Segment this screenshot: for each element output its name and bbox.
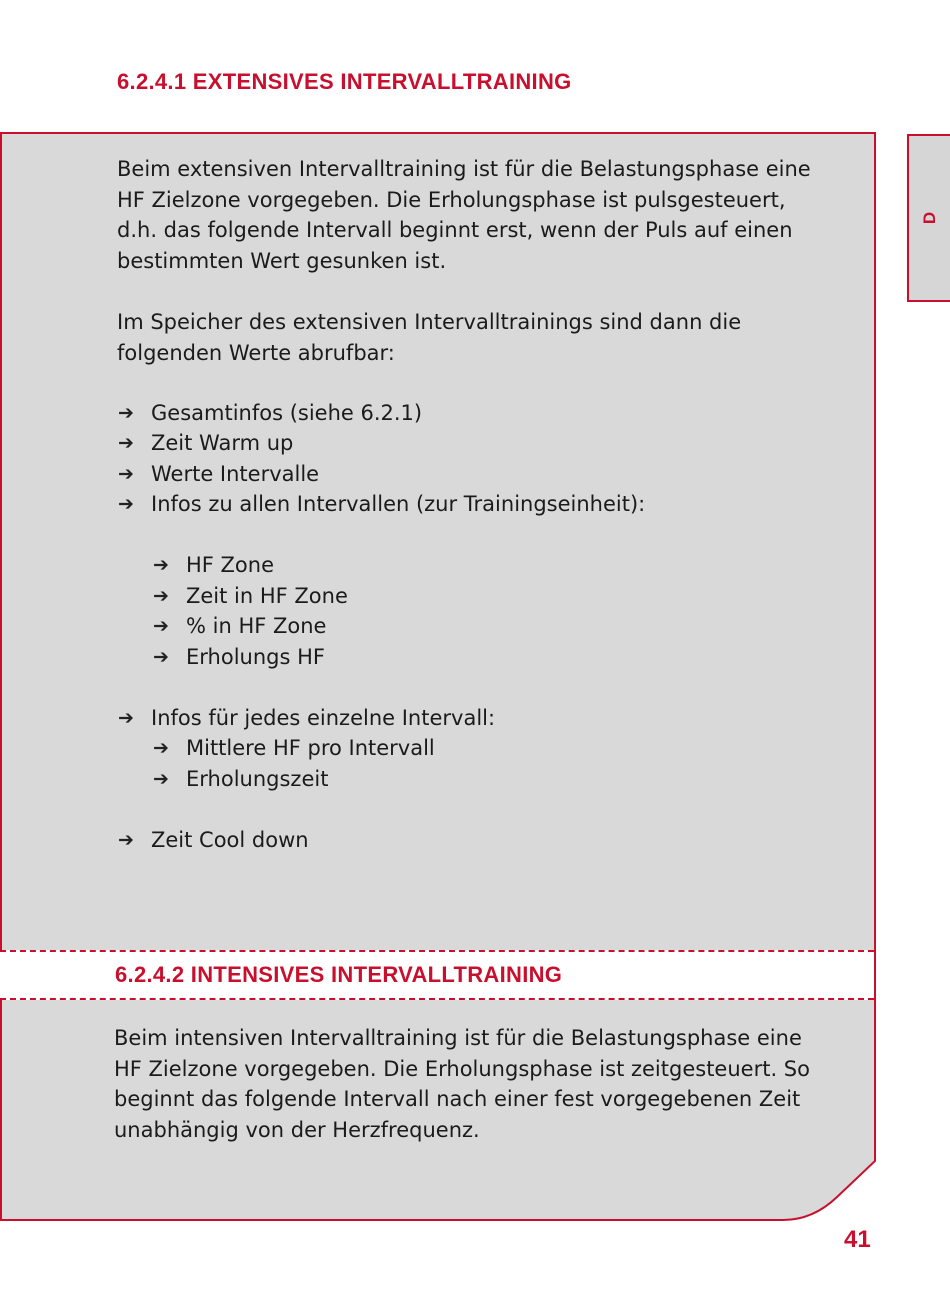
arrow-right-icon: ➔ bbox=[118, 463, 134, 485]
list-item bbox=[118, 428, 294, 459]
list-item-label: Mittlere HF pro Intervall bbox=[186, 736, 435, 760]
sub-list-item bbox=[153, 642, 325, 673]
sub-list-item bbox=[153, 764, 329, 795]
list-item-label: Infos für jedes einzelne Intervall: bbox=[151, 706, 496, 730]
arrow-right-icon: ➔ bbox=[118, 707, 134, 729]
arrow-right-icon: ➔ bbox=[118, 493, 134, 515]
list-item bbox=[118, 489, 646, 520]
language-tab-label: D bbox=[919, 211, 939, 225]
sub-list-item bbox=[153, 550, 275, 581]
list-item-label: Zeit Warm up bbox=[151, 431, 294, 455]
arrow-right-icon: ➔ bbox=[153, 737, 169, 759]
arrow-right-icon: ➔ bbox=[153, 615, 169, 637]
list-item-label: Erholungszeit bbox=[186, 767, 329, 791]
sub-list-item bbox=[153, 733, 435, 764]
list-item-label: Zeit Cool down bbox=[151, 828, 309, 852]
list-item bbox=[118, 703, 496, 734]
list-item-label: Zeit in HF Zone bbox=[186, 584, 348, 608]
arrow-right-icon: ➔ bbox=[153, 585, 169, 607]
sub-list-item bbox=[153, 611, 327, 642]
list-item-label: Erholungs HF bbox=[186, 645, 325, 669]
list-item bbox=[118, 825, 309, 856]
arrow-right-icon: ➔ bbox=[153, 768, 169, 790]
list-item-label: % in HF Zone bbox=[186, 614, 327, 638]
list-item-label: Werte Intervalle bbox=[151, 462, 320, 486]
list-item-label: HF Zone bbox=[186, 553, 275, 577]
list-item bbox=[118, 459, 320, 490]
sub-list-item bbox=[153, 581, 348, 612]
arrow-right-icon: ➔ bbox=[153, 554, 169, 576]
intensive-paragraph: Beim intensiven Intervalltraining ist für die Belastungsphase eine HF Zielzone vorgegeben. Die Erholungsphase ist zeitgesteuert. So beginnt das folgende Intervall nach einer fest vorgegebenen Zeit unabhängig von der Herzfrequenz. bbox=[114, 1026, 810, 1142]
arrow-right-icon: ➔ bbox=[153, 646, 169, 668]
list-item-label: Infos zu allen Intervallen (zur Trainingseinheit): bbox=[151, 492, 646, 516]
arrow-right-icon: ➔ bbox=[118, 432, 134, 454]
arrow-right-icon: ➔ bbox=[118, 829, 134, 851]
list-item bbox=[118, 398, 423, 429]
language-tab[interactable] bbox=[907, 134, 950, 302]
section-heading-extensive: 6.2.4.1 EXTENSIVES INTERVALLTRAINING bbox=[117, 69, 572, 94]
list-item-label: Gesamtinfos (siehe 6.2.1) bbox=[151, 401, 423, 425]
intro-paragraph: Beim extensiven Intervalltraining ist für die Belastungsphase eine HF Zielzone vorgegeben. Die Erholungsphase ist pulsgesteuert, d.h. das folgende Intervall beginnt erst, wenn der Puls auf einen bestimmten Wert gesunken ist. bbox=[117, 157, 811, 273]
page-number: 41 bbox=[844, 1226, 871, 1253]
memory-paragraph: Im Speicher des extensiven Intervalltrainings sind dann die folgenden Werte abrufbar: bbox=[117, 310, 742, 365]
arrow-right-icon: ➔ bbox=[118, 402, 134, 424]
section-heading-intensive: 6.2.4.2 INTENSIVES INTERVALLTRAINING bbox=[115, 962, 563, 987]
